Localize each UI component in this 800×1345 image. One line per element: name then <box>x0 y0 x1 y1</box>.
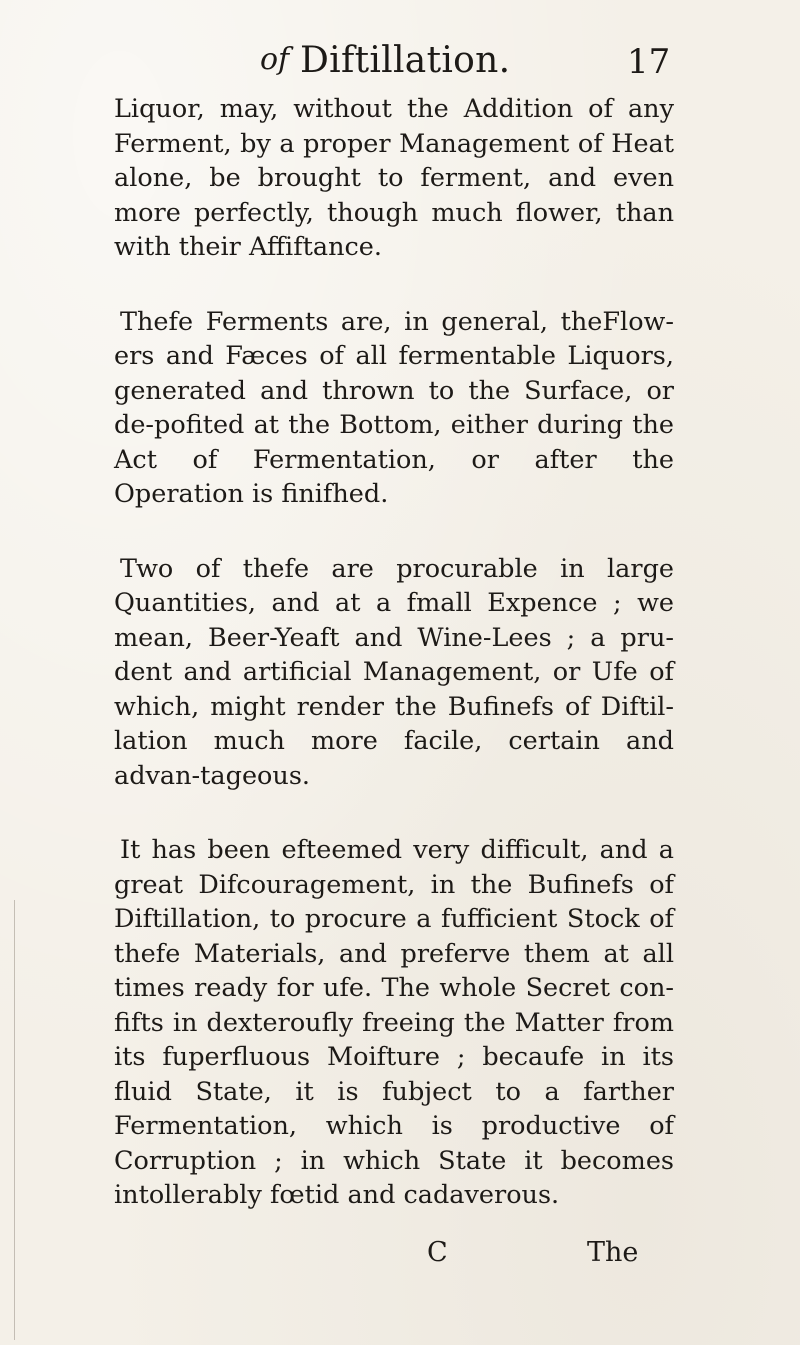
header-of: of <box>260 42 290 77</box>
catchword: The <box>587 1237 639 1268</box>
page-number: 17 <box>627 42 671 82</box>
signature-mark: C <box>427 1237 448 1268</box>
paragraph: It has been efteemed very difficult, and a great Difcouragement, in the Bufinefs of Diftillation, to procure a fufficient Stock of thefe Materials, and preferve them at all times ready for ufe. The whole Secret con-fifts in dexteroufly freeing the Matter from its fuperfluous Moifture ; becaufe in its fluid State, it is fubject to a farther Fermentation, which is productive of Corruption ; in which State it becomes intollerably fœtid and cadaverous. <box>114 835 674 1210</box>
body-text <box>114 92 674 1213</box>
paragraph: Thefe Ferments are, in general, theFlow-ers and Fæces of all fermentable Liquors, generated and thrown to the Surface, or de-pofited at the Bottom, either during the Act of Fermentation, or after the Operation is finifhed. <box>114 306 674 509</box>
page-footer <box>0 1237 800 1277</box>
running-header <box>0 40 800 90</box>
header-title: Diftillation. <box>300 40 511 81</box>
paragraph: Two of thefe are procurable in large Quantities, and at a fmall Expence ; we mean, Beer-Yeaft and Wine-Lees ; a pru-dent and artificial Management, or Ufe of which, might render the Bufinefs of Diftil-lation much more facile, certain and advan-tageous. <box>114 553 674 791</box>
paragraph: Liquor, may, without the Addition of any Ferment, by a proper Management of Heat alone, be brought to ferment, and even more perfectly, though much flower, than with their Affiftance. <box>114 94 674 262</box>
